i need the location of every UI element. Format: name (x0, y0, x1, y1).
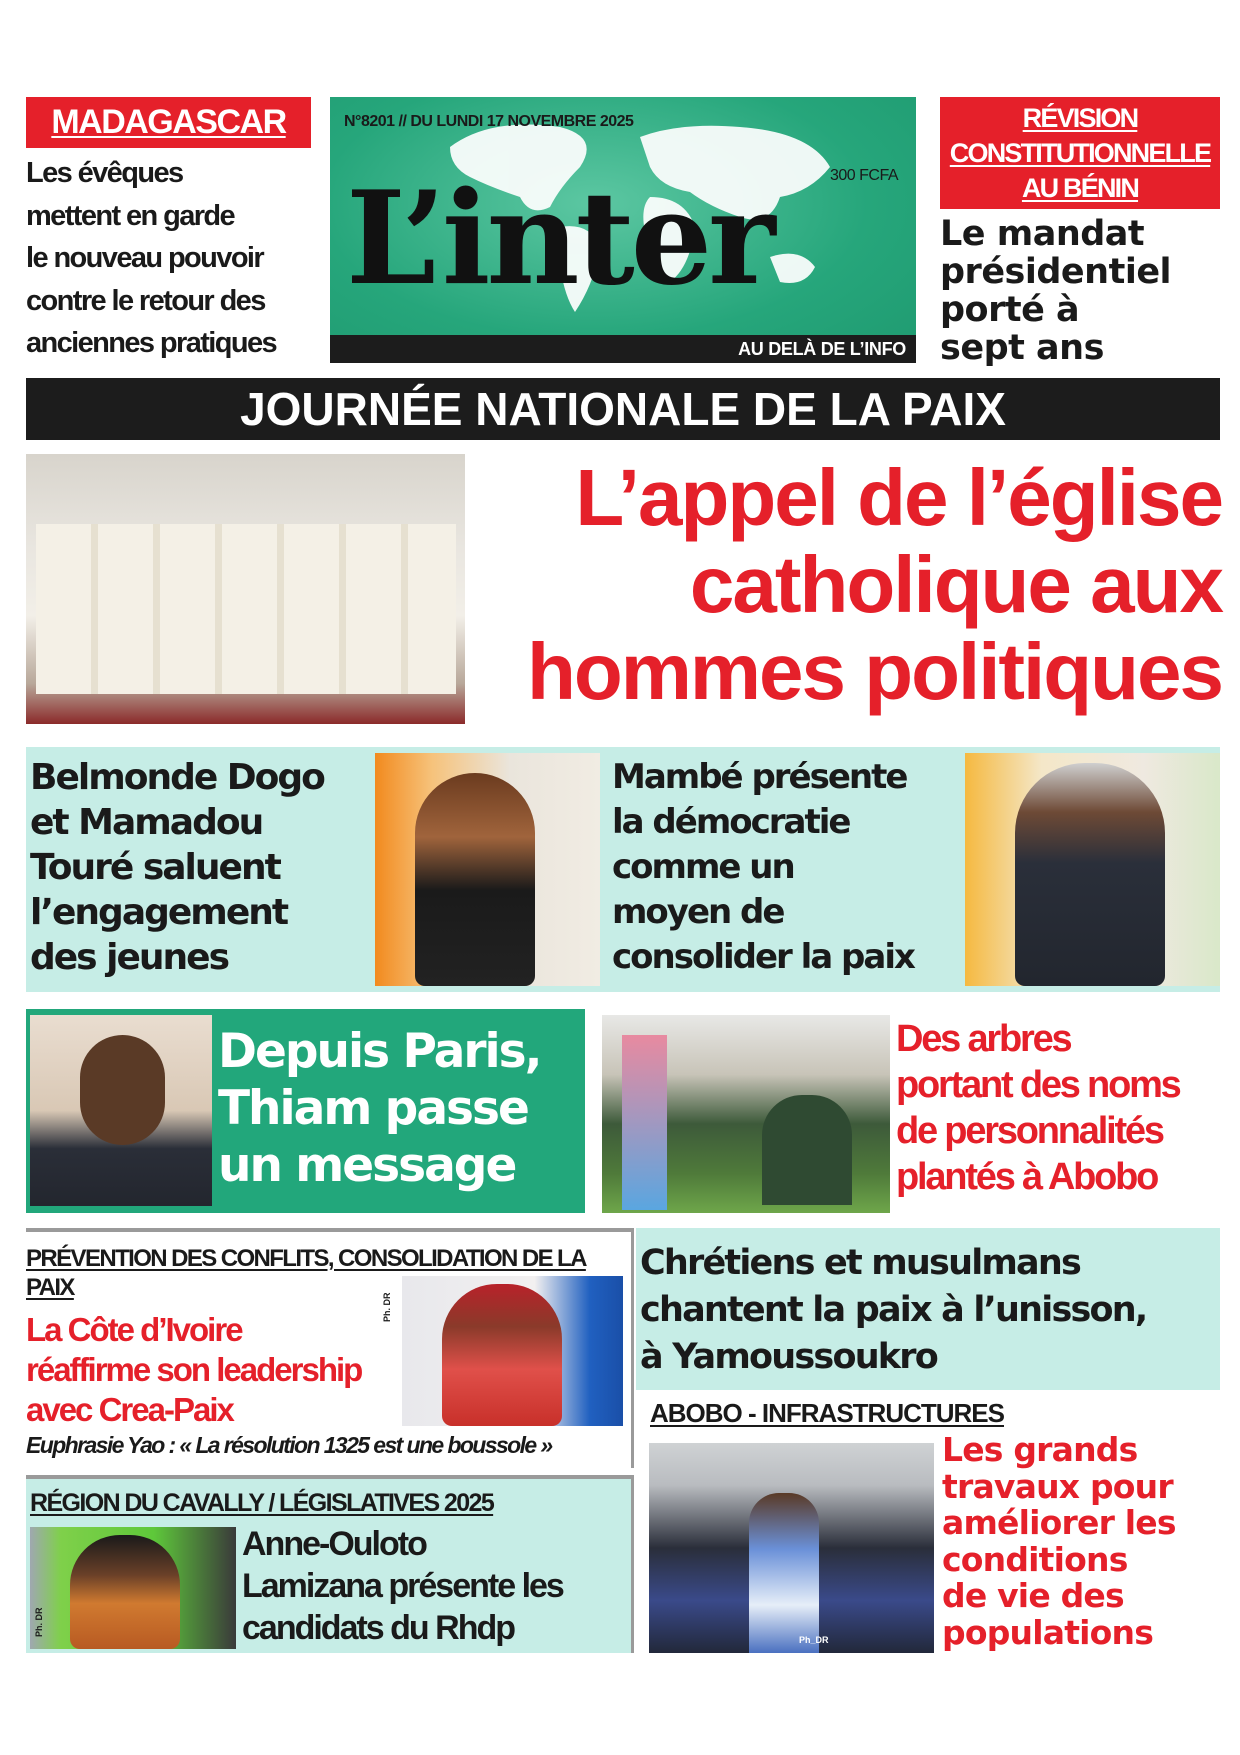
main-headline[interactable]: L’appel de l’église catholique aux hommes politiques (527, 453, 1222, 716)
arbres-headline[interactable]: Des arbres portant des noms de personnalités plantés à Abobo (896, 1018, 1180, 1198)
chretiens-box[interactable] (636, 1228, 1220, 1390)
belmonde-photo (375, 753, 600, 986)
photo-credit: Ph. DR (382, 1292, 392, 1322)
kicker-revision-label: RÉVISION CONSTITUTIONNELLE AU BÉNIN (949, 102, 1211, 203)
abobo-officials-photo (649, 1443, 934, 1653)
anne-ouloto-photo (30, 1527, 236, 1649)
photo-credit: Ph_DR (799, 1635, 829, 1645)
masthead (330, 97, 916, 363)
cavally-box[interactable] (26, 1475, 634, 1653)
photo-credit: Ph. DR (34, 1607, 44, 1637)
tree-planting-photo (602, 1015, 890, 1213)
euphrasie-yao-photo (402, 1276, 623, 1426)
creapaix-quote: Euphrasie Yao : « La résolution 1325 est une boussole » (26, 1432, 552, 1458)
creapaix-headline: La Côte d’Ivoire réaffirme son leadership avec Crea-Paix (26, 1311, 362, 1428)
cavally-headline: Anne-Ouloto Lamizana présente les candidats du Rhdp (242, 1525, 563, 1647)
right-teaser[interactable] (940, 97, 1220, 367)
kicker-madagascar-label: MADAGASCAR (51, 103, 286, 141)
abobo-headline: Les grands travaux pour améliorer les conditions de vie des populations (942, 1430, 1176, 1652)
mambe-photo (965, 753, 1220, 986)
logo: L’inter (346, 164, 772, 314)
cavally-kicker: RÉGION DU CAVALLY / LÉGISLATIVES 2025 (30, 1489, 494, 1517)
left-teaser[interactable] (26, 97, 311, 365)
left-teaser-headline: Les évêques mettent en garde le nouveau pouvoir contre le retour des anciennes pratiques (26, 157, 277, 359)
issue-date: N°8201 // DU LUNDI 17 NOVEMBRE 2025 (344, 113, 634, 130)
section-banner (26, 378, 1220, 440)
thiam-box[interactable] (26, 1009, 585, 1213)
thiam-photo (30, 1015, 212, 1206)
abobo-kicker: ABOBO - INFRASTRUCTURES (650, 1398, 1004, 1428)
abobo-story[interactable] (636, 1396, 1220, 1658)
thiam-headline: Depuis Paris, Thiam passe un message (218, 1024, 541, 1193)
section-banner-label: JOURNÉE NATIONALE DE LA PAIX (240, 383, 1006, 435)
mambe-headline[interactable]: Mambé présente la démocratie comme un moyen de consolider la paix (612, 757, 914, 977)
kicker-madagascar (26, 97, 311, 148)
creapaix-box[interactable] (26, 1228, 634, 1468)
chretiens-headline: Chrétiens et musulmans chantent la paix à l’unisson, à Yamoussoukro (640, 1243, 1147, 1377)
slogan-bar (330, 335, 916, 363)
kicker-revision (940, 97, 1220, 209)
belmonde-headline[interactable]: Belmonde Dogo et Mamadou Touré saluent l’engagement des jeunes (30, 757, 324, 978)
creapaix-kicker: PRÉVENTION DES CONFLITS, CONSOLIDATION DE LA PAIX (26, 1245, 586, 1301)
clergy-photo (26, 454, 465, 724)
slogan: AU DELÀ DE L’INFO (738, 338, 906, 359)
right-teaser-headline: Le mandat présidentiel porté à sept ans (940, 214, 1172, 368)
price: 300 FCFA (829, 167, 898, 184)
